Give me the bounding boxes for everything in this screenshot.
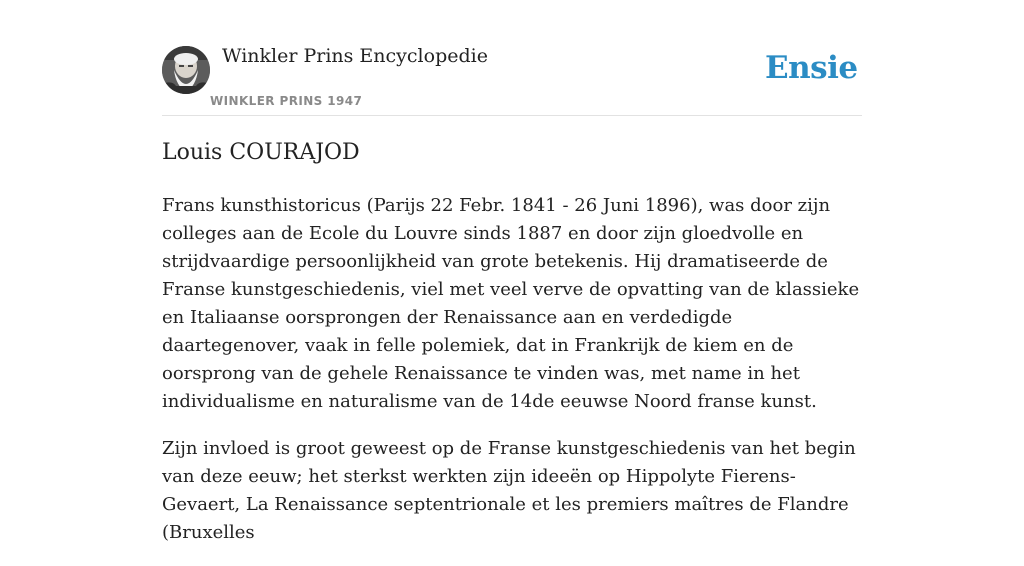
article-body: [162, 192, 862, 566]
source-subtitle[interactable]: WINKLER PRINS 1947: [210, 94, 363, 108]
source-title[interactable]: Winkler Prins Encyclopedie: [222, 45, 488, 67]
brand-logo[interactable]: Ensie: [765, 50, 858, 86]
article-paragraph: Frans kunsthistoricus (Parijs 22 Febr. 1841 - 26 Juni 1896), was door zijn colleges aan de Ecole du Louvre sinds 1887 en door zijn gloedvolle en strijdvaardige persoonlijkheid van grote betekenis. Hij dramatiseerde de Franse kunstgeschiedenis, viel met veel verve de opvatting van de klassieke en Italiaanse oorsprongen der Renaissance aan en verdedigde daartegenover, vaak in felle polemiek, dat in Frankrijk de kiem en de oorsprong van de gehele Renaissance te vinden was, met name in het individualisme en naturalisme van de 14de eeuwse Noord franse kunst.: [162, 195, 860, 412]
header-divider: [162, 115, 862, 116]
article-paragraph: Zijn invloed is groot geweest op de Franse kunstgeschiedenis van het begin van deze eeuw; het sterkst werkten zijn ideeën op Hippolyte Fierens-Gevaert, La Renaissance septentrionale et les premiers maîtres de Flandre (Bruxelles: [162, 438, 856, 543]
article-title: Louis COURAJOD: [162, 140, 360, 165]
bearded-man-portrait-icon: [162, 46, 210, 94]
avatar[interactable]: [162, 46, 210, 94]
